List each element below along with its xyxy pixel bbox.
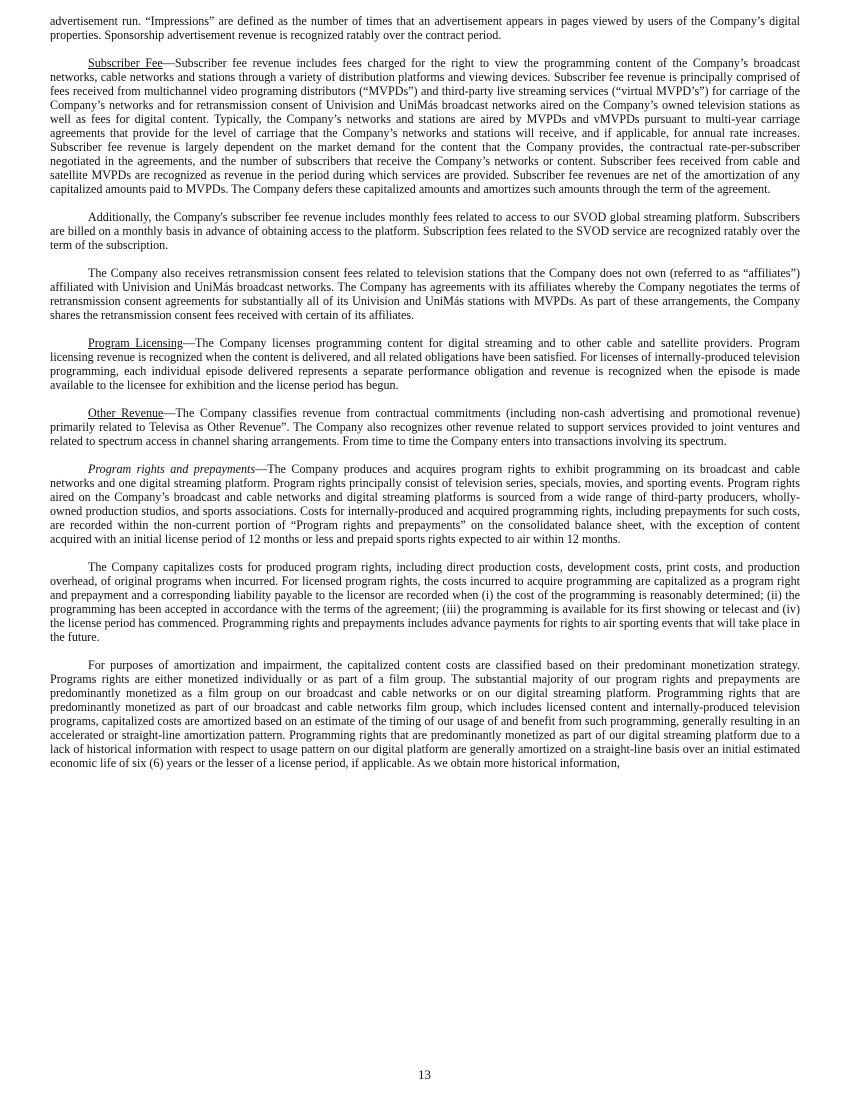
paragraph-heading-subscriber-fee: Subscriber Fee — [88, 56, 163, 70]
paragraph-program-licensing — [50, 336, 800, 392]
paragraph-other-revenue — [50, 406, 800, 448]
paragraph-heading-program-licensing: Program Licensing — [88, 336, 183, 350]
paragraph-text: advertisement run. “Impressions” are defined as the number of times that an advertisement appears in pages viewed by users of the Company’s digital properties. Sponsorship advertisement revenue is recognized ratably over the contract period. — [50, 14, 800, 42]
paragraph-advertising-continued — [50, 14, 800, 42]
paragraph-text: The Company capitalizes costs for produced program rights, including direct production costs, development costs, print costs, and production overhead, of original programs when incurred. For licensed program rights, the costs incurred to acquire programming are capitalized as a program right and prepayment and a corresponding liability payable to the licensor are recorded when (i) the cost of the programming is reasonably determined; (ii) the programming has been accepted in accordance with the terms of the agreement; (iii) the programming is available for its first showing or telecast and (iv) the license period has commenced. Programming rights and prepayments includes advance payments for rights to air sporting events that will take place in the future. — [50, 560, 800, 644]
paragraph-text: The Company also receives retransmission consent fees related to television stations that the Company does not own (referred to as “affiliates”) affiliated with Univision and UniMás broadcast networks. The Company has agreements with its affiliates whereby the Company negotiates the terms of retransmission consent agreements for substantially all of its Univision and UniMás stations with MVPDs. As part of these arrangements, the Company shares the retransmission consent fees received with certain of its affiliates. — [50, 266, 800, 322]
page-number: 13 — [418, 1067, 431, 1082]
paragraph-subscriber-fee — [50, 56, 800, 196]
paragraph-capitalized-costs — [50, 560, 800, 644]
paragraph-text: —The Company licenses programming content for digital streaming and to other cable and satellite providers. Program licensing revenue is recognized when the content is delivered, and all related obligations have been satisfied. For licenses of internally-produced television programming, each individual episode delivered represents a separate performance obligation and revenue is recognized when the episode is made available to the licensee for exhibition and the license period has begun. — [50, 336, 800, 392]
paragraph-heading-other-revenue: Other Revenue — [88, 406, 164, 420]
paragraph-text: For purposes of amortization and impairment, the capitalized content costs are classified based on their predominant monetization strategy. Programs rights are either monetized individually or as part of a film group. The substantial majority of our program rights and prepayments are predominantly monetized as a film group on our broadcast and cable networks or on our digital streaming platform. Programming rights that are predominantly monetized as part of our broadcast and cable networks film group, which includes licensed content and internally-produced television programs, capitalized costs are amortized based on an estimate of the timing of our usage of and benefit from such programming, generally resulting in an accelerated or straight-line amortization pattern. Programming rights that are predominantly monetized as part of our digital streaming platform due to a lack of historical information with respect to usage pattern on our digital platform are generally amortized on a straight-line basis over an initial estimated economic life of six (6) years or the lesser of a license period, if applicable. As we obtain more historical information, — [50, 658, 800, 770]
paragraph-svod-subscriptions — [50, 210, 800, 252]
paragraph-heading-program-rights: Program rights and prepayments — [88, 462, 256, 476]
paragraph-text: Additionally, the Company's subscriber fee revenue includes monthly fees related to access to our SVOD global streaming platform. Subscribers are billed on a monthly basis in advance of obtaining access to the platform. Subscription fees related to the SVOD service are recognized ratably over the term of the subscription. — [50, 210, 800, 252]
document-page — [50, 14, 800, 784]
paragraph-text: —The Company classifies revenue from contractual commitments (including non-cash advertising and promotional revenue) primarily related to Televisa as Other Revenue”. The Company also recognizes other revenue related to support services provided to joint ventures and related to spectrum access in channel sharing arrangements. From time to time the Company enters into transactions involving its spectrum. — [50, 406, 800, 448]
paragraph-program-rights — [50, 462, 800, 546]
paragraph-amortization — [50, 658, 800, 770]
paragraph-retransmission-affiliates — [50, 266, 800, 322]
paragraph-text: —The Company produces and acquires program rights to exhibit programming on its broadcast and cable networks and one digital streaming platform. Program rights principally consist of television series, specials, movies, and sporting events. Program rights aired on the Company’s broadcast and cable networks and digital streaming platforms is sourced from a wide range of third-party producers, wholly-owned production studios, and sports associations. Costs for internally-produced and acquired programming rights, including prepayments for such costs, are recorded within the non-current portion of “Program rights and prepayments” on the consolidated balance sheet, with the exception of content acquired with an initial license period of 12 months or less and prepaid sports rights expected to air within 12 months. — [50, 462, 801, 546]
paragraph-text: —Subscriber fee revenue includes fees charged for the right to view the programming content of the Company’s broadcast networks, cable networks and stations through a variety of distribution platforms and viewing devices. Subscriber fee revenue is principally comprised of fees received from multichannel video programing distributors (“MVPDs”) and third-party live streaming services (“virtual MVPD’s”) for carriage of the Company’s networks and for retransmission consent of Univision and UniMás broadcast networks aired on the Company’s owned television stations as well as fees for digital content. Typically, the Company’s networks and stations are aired by MVPDs and vMVPDs pursuant to multi-year carriage agreements that provide for the level of carriage that the Company’s networks and stations will receive, and if applicable, for annual rate increases. Subscriber fee revenue is largely dependent on the market demand for the content that the Company provides, the contractual rate-per-subscriber negotiated in the agreements, and the number of subscribers that receive the Company’s networks or content. Subscriber fees received from cable and satellite MVPDs are recognized as revenue in the period during which services are provided. Subscriber fee revenues are net of the amortization of any capitalized amounts paid to MVPDs. The Company defers these capitalized amounts and amortizes such amounts through the term of the agreement. — [50, 56, 800, 196]
